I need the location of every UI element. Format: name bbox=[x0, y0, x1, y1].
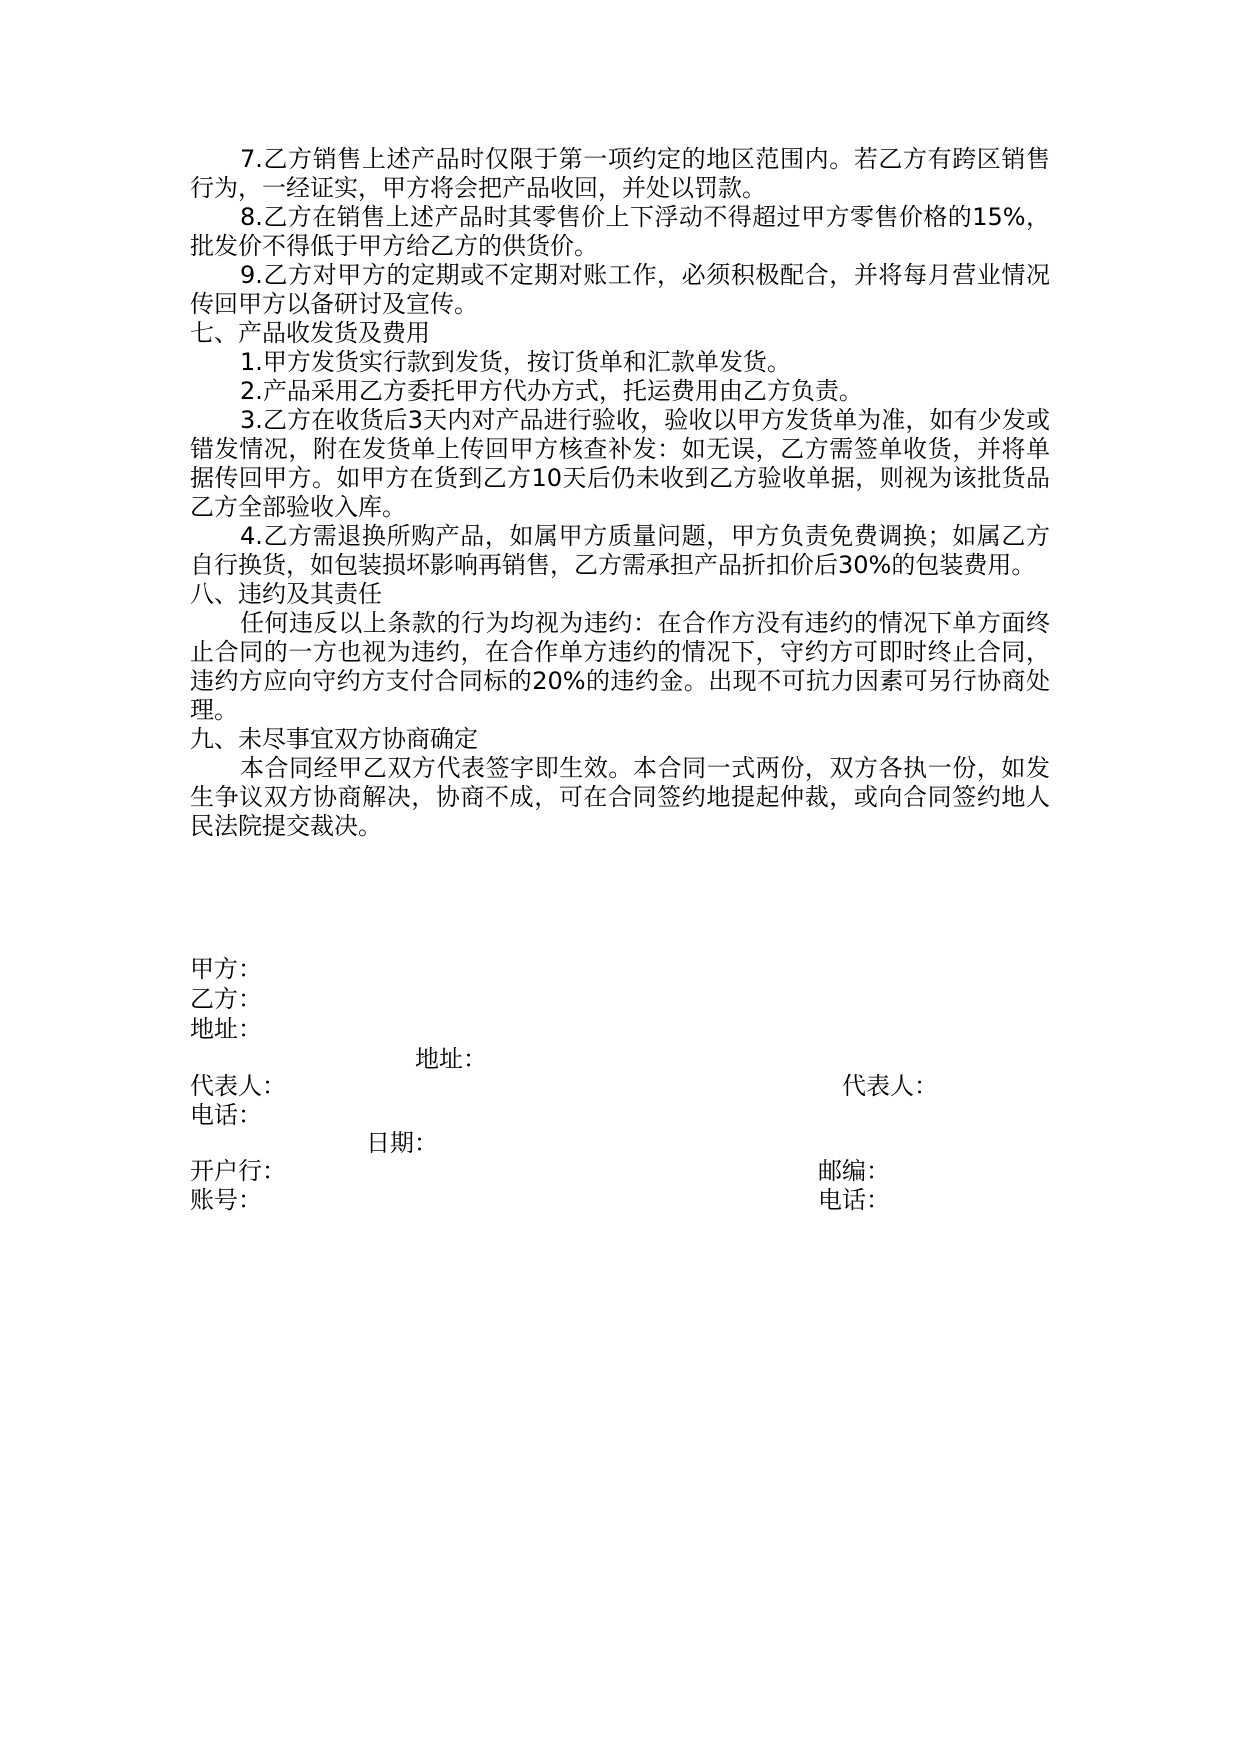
party-a-label: 甲方： bbox=[190, 955, 262, 983]
representative-b-label: 代表人： bbox=[842, 1072, 938, 1100]
clause-6-9: 9.乙方对甲方的定期或不定期对账工作，必须积极配合，并将每月营业情况传回甲方以备研讨及宣传。 bbox=[190, 261, 1050, 318]
postcode-label: 邮编： bbox=[818, 1157, 890, 1185]
clause-6-8: 8.乙方在销售上述产品时其零售价上下浮动不得超过甲方零售价格的15%，批发价不得低于甲方给乙方的供货价。 bbox=[190, 203, 1050, 260]
section-8-heading: 八、违约及其责任 bbox=[190, 580, 382, 608]
clause-6-7: 7.乙方销售上述产品时仅限于第一项约定的地区范围内。若乙方有跨区销售行为，一经证实，甲方将会把产品收回，并处以罚款。 bbox=[190, 145, 1050, 202]
section-9-heading: 九、未尽事宜双方协商确定 bbox=[190, 725, 478, 753]
bank-label: 开户行： bbox=[190, 1157, 286, 1185]
address-b-label: 地址： bbox=[415, 1045, 487, 1073]
account-label: 账号： bbox=[190, 1186, 262, 1214]
representative-a-label: 代表人： bbox=[190, 1072, 286, 1100]
party-b-label: 乙方： bbox=[190, 985, 262, 1013]
clause-7-3: 3.乙方在收货后3天内对产品进行验收，验收以甲方发货单为准，如有少发或错发情况，附在发货单上传回甲方核查补发：如无误，乙方需签单收货，并将单据传回甲方。如甲方在货到乙方10天后仍未收到乙方验收单据，则视为该批货品乙方全部验收入库。 bbox=[190, 406, 1050, 521]
phone-a-label: 电话： bbox=[190, 1101, 262, 1129]
section-7-heading: 七、产品收发货及费用 bbox=[190, 319, 430, 347]
contract-body bbox=[190, 145, 1050, 841]
clause-7-1: 1.甲方发货实行款到发货，按订货单和汇款单发货。 bbox=[240, 348, 791, 376]
phone-b-label: 电话： bbox=[818, 1186, 890, 1214]
clause-8: 任何违反以上条款的行为均视为违约：在合作方没有违约的情况下单方面终止合同的一方也视为违约，在合作单方违约的情况下，守约方可即时终止合同，违约方应向守约方支付合同标的20%的违约金。出现不可抗力因素可另行协商处理。 bbox=[190, 609, 1050, 724]
date-label: 日期： bbox=[366, 1129, 438, 1157]
clause-9: 本合同经甲乙双方代表签字即生效。本合同一式两份，双方各执一份，如发生争议双方协商解决，协商不成，可在合同签约地提起仲裁，或向合同签约地人民法院提交裁决。 bbox=[190, 754, 1050, 840]
clause-7-2: 2.产品采用乙方委托甲方代办方式，托运费用由乙方负责。 bbox=[240, 377, 863, 405]
address-a-label: 地址： bbox=[190, 1015, 262, 1043]
clause-7-4: 4.乙方需退换所购产品，如属甲方质量问题，甲方负责免费调换；如属乙方自行换货，如包装损坏影响再销售，乙方需承担产品折扣价后30%的包装费用。 bbox=[190, 522, 1050, 579]
